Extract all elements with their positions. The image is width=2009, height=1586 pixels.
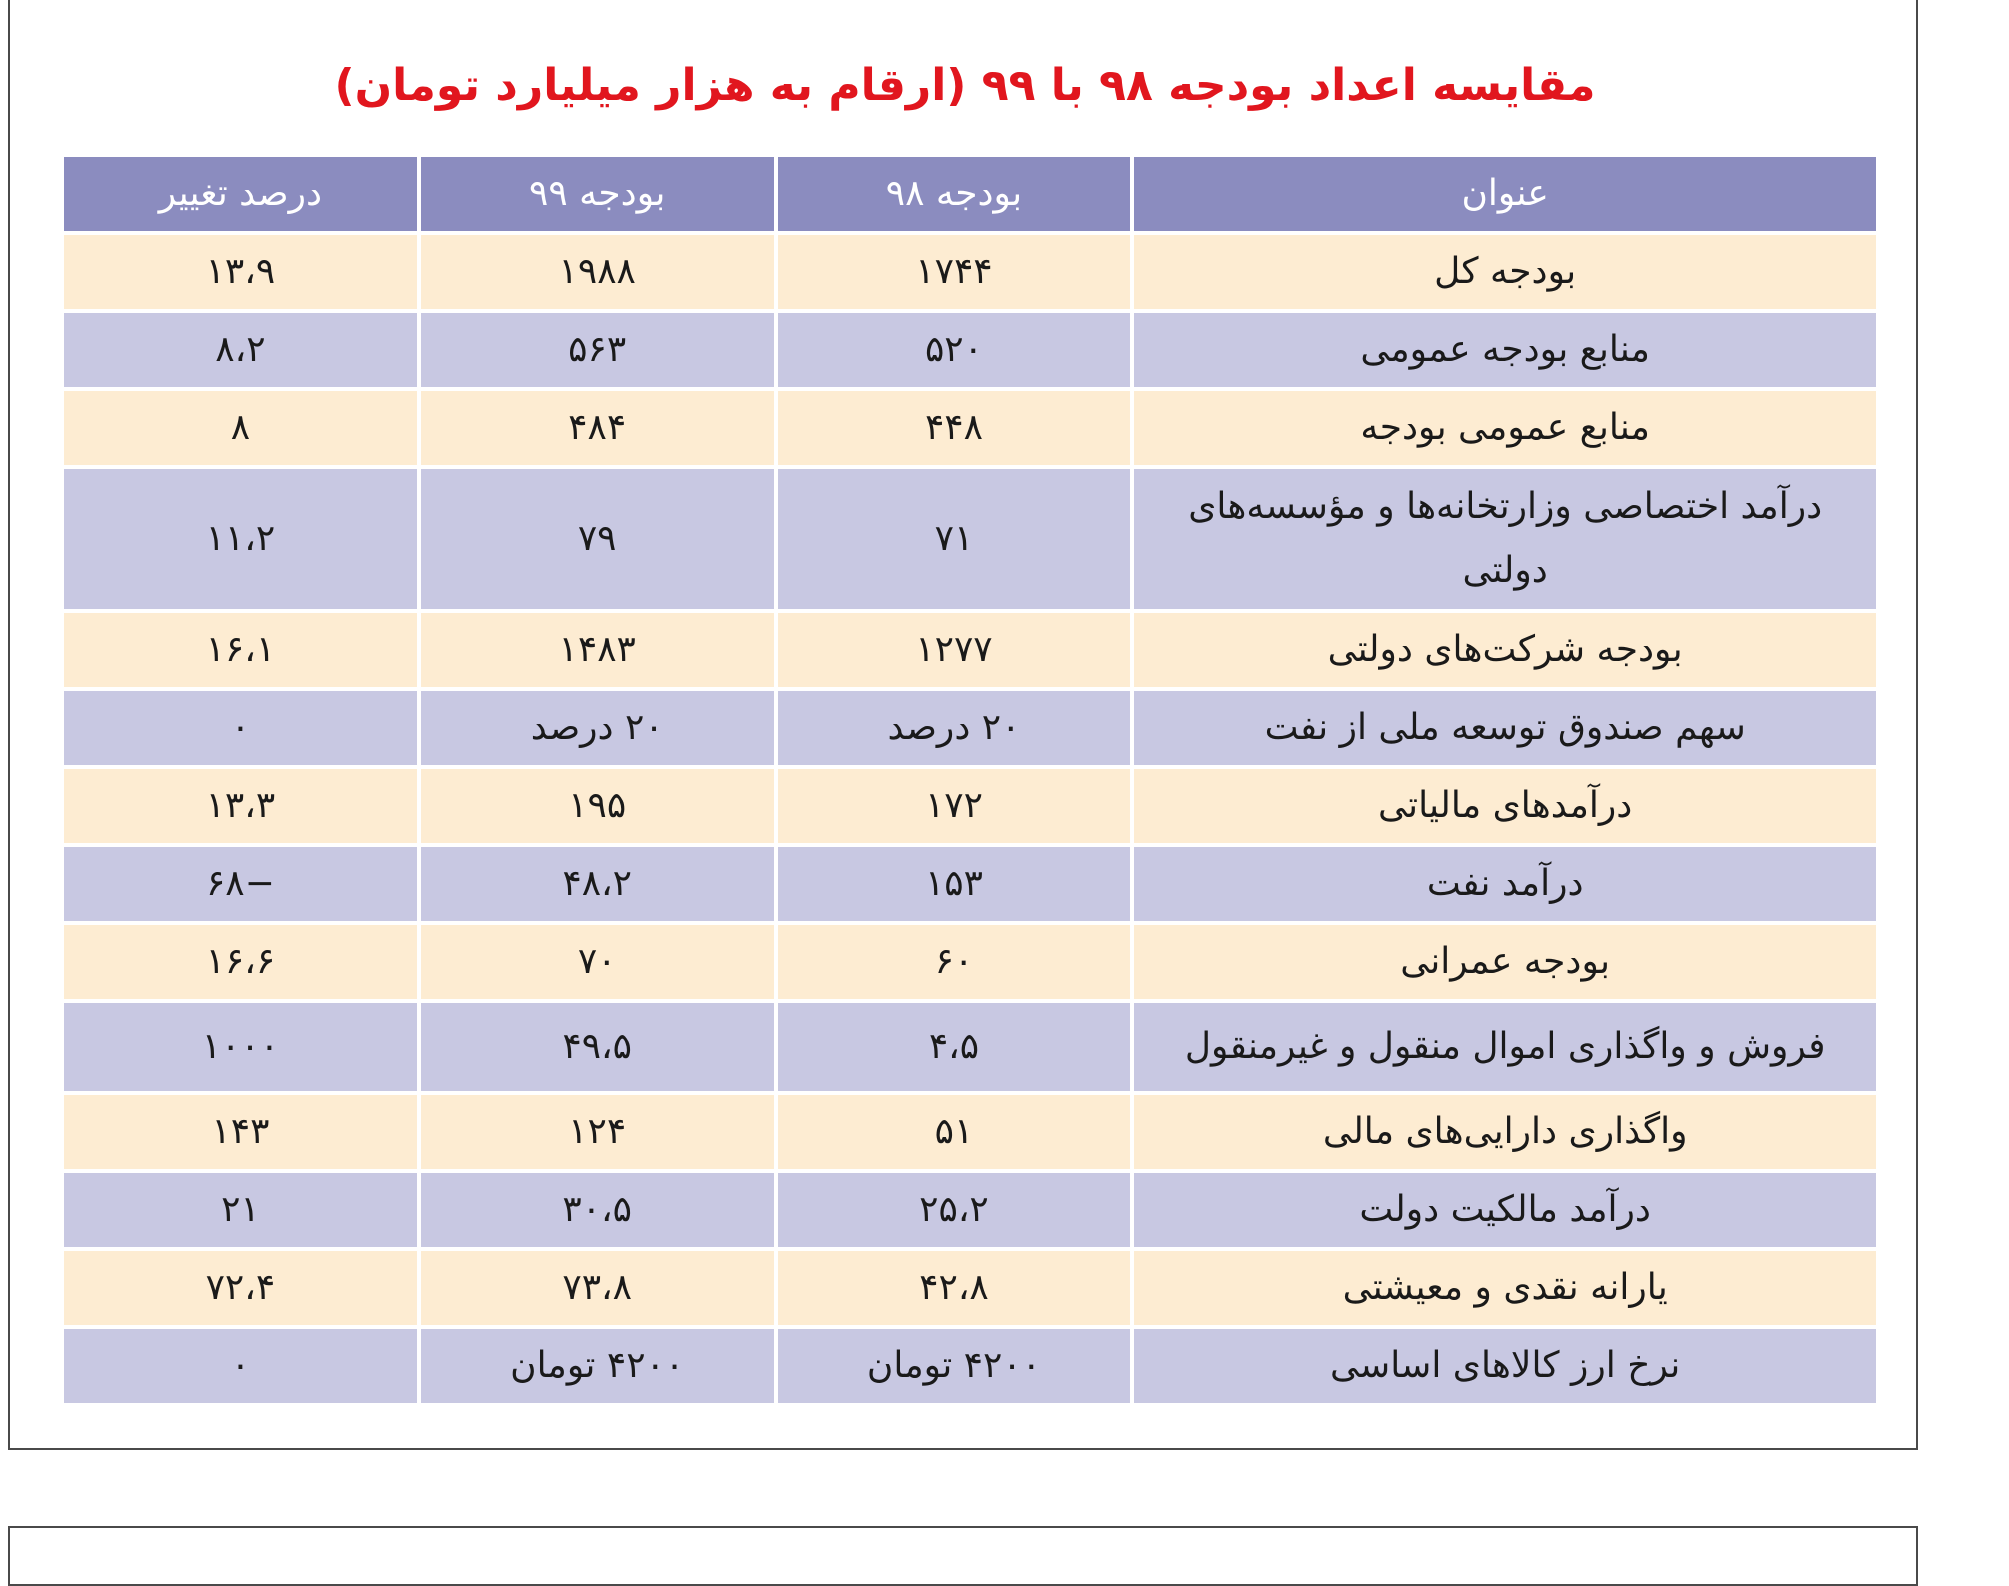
- row-change: −۶۸: [62, 845, 419, 923]
- document-frame: [8, 0, 1918, 1450]
- row-change: ۱۴۳: [62, 1093, 419, 1171]
- row-budget-98: ۵۲۰: [776, 311, 1133, 389]
- row-budget-99: ۴۸،۲: [419, 845, 776, 923]
- table-row: [62, 923, 1878, 1001]
- row-budget-98: ۱۵۳: [776, 845, 1133, 923]
- row-budget-98: ۲۵،۲: [776, 1171, 1133, 1249]
- row-budget-98: ۴۲،۸: [776, 1249, 1133, 1327]
- row-budget-99: ۷۹: [419, 467, 776, 611]
- row-budget-99: ۷۳،۸: [419, 1249, 776, 1327]
- table-row: [62, 1171, 1878, 1249]
- row-change: ۰: [62, 689, 419, 767]
- table-row: [62, 1093, 1878, 1171]
- row-change: ۱۶،۶: [62, 923, 419, 1001]
- row-title: درآمدهای مالیاتی: [1132, 767, 1878, 845]
- row-title: بودجه شرکت‌های دولتی: [1132, 611, 1878, 689]
- row-budget-99: ۴۲۰۰ تومان: [419, 1327, 776, 1405]
- row-budget-98: ۶۰: [776, 923, 1133, 1001]
- table-row: [62, 233, 1878, 311]
- table-row: [62, 467, 1878, 611]
- row-budget-99: ۱۲۴: [419, 1093, 776, 1171]
- row-title: بودجه کل: [1132, 233, 1878, 311]
- row-title: درآمد مالکیت دولت: [1132, 1171, 1878, 1249]
- header-budget-99: بودجه ۹۹: [419, 155, 776, 233]
- table-row: [62, 1327, 1878, 1405]
- row-budget-99: ۵۶۳: [419, 311, 776, 389]
- row-budget-98: ۷۱: [776, 467, 1133, 611]
- row-budget-99: ۱۹۵: [419, 767, 776, 845]
- row-budget-98: ۴۴۸: [776, 389, 1133, 467]
- table-row: [62, 845, 1878, 923]
- row-title: یارانه نقدی و معیشتی: [1132, 1249, 1878, 1327]
- row-budget-99: ۱۴۸۳: [419, 611, 776, 689]
- row-budget-98: ۴،۵: [776, 1001, 1133, 1093]
- table-row: [62, 311, 1878, 389]
- row-change: ۲۱: [62, 1171, 419, 1249]
- row-budget-98: ۱۷۲: [776, 767, 1133, 845]
- row-budget-99: ۷۰: [419, 923, 776, 1001]
- row-budget-99: ۴۹،۵: [419, 1001, 776, 1093]
- row-budget-98: ۱۷۴۴: [776, 233, 1133, 311]
- row-change: ۱۳،۹: [62, 233, 419, 311]
- table-row: [62, 1249, 1878, 1327]
- row-budget-99: ۲۰ درصد: [419, 689, 776, 767]
- row-title: واگذاری دارایی‌های مالی: [1132, 1093, 1878, 1171]
- row-budget-98: ۲۰ درصد: [776, 689, 1133, 767]
- table-row: [62, 689, 1878, 767]
- row-change: ۱۶،۱: [62, 611, 419, 689]
- table-header-row: [62, 155, 1878, 233]
- row-title: درآمد اختصاصی وزارتخانه‌ها و مؤسسه‌های دولتی: [1132, 467, 1878, 611]
- next-document-frame: [8, 1526, 1918, 1586]
- row-title: منابع عمومی بودجه: [1132, 389, 1878, 467]
- row-change: ۸،۲: [62, 311, 419, 389]
- row-budget-98: ۴۲۰۰ تومان: [776, 1327, 1133, 1405]
- row-change: ۱۱،۲: [62, 467, 419, 611]
- row-title: سهم صندوق توسعه ملی از نفت: [1132, 689, 1878, 767]
- row-budget-98: ۵۱: [776, 1093, 1133, 1171]
- row-budget-98: ۱۲۷۷: [776, 611, 1133, 689]
- row-title: بودجه عمرانی: [1132, 923, 1878, 1001]
- row-change: ۰: [62, 1327, 419, 1405]
- table-row: [62, 389, 1878, 467]
- row-budget-99: ۱۹۸۸: [419, 233, 776, 311]
- header-title: عنوان: [1132, 155, 1878, 233]
- table-row: [62, 611, 1878, 689]
- budget-comparison-table: [60, 153, 1880, 1407]
- row-title: فروش و واگذاری اموال منقول و غیرمنقول: [1132, 1001, 1878, 1093]
- header-change-percent: درصد تغییر: [62, 155, 419, 233]
- row-title: منابع بودجه عمومی: [1132, 311, 1878, 389]
- row-change: ۷۲،۴: [62, 1249, 419, 1327]
- row-title: درآمد نفت: [1132, 845, 1878, 923]
- row-title: نرخ ارز کالاهای اساسی: [1132, 1327, 1878, 1405]
- row-change: ۱۰۰۰: [62, 1001, 419, 1093]
- row-change: ۱۳،۳: [62, 767, 419, 845]
- table-row: [62, 767, 1878, 845]
- header-budget-98: بودجه ۹۸: [776, 155, 1133, 233]
- row-change: ۸: [62, 389, 419, 467]
- table-row: [62, 1001, 1878, 1093]
- row-budget-99: ۳۰،۵: [419, 1171, 776, 1249]
- page-title: مقایسه اعداد بودجه ۹۸ با ۹۹ (ارقام به هزار میلیارد تومان): [334, 60, 1596, 111]
- row-budget-99: ۴۸۴: [419, 389, 776, 467]
